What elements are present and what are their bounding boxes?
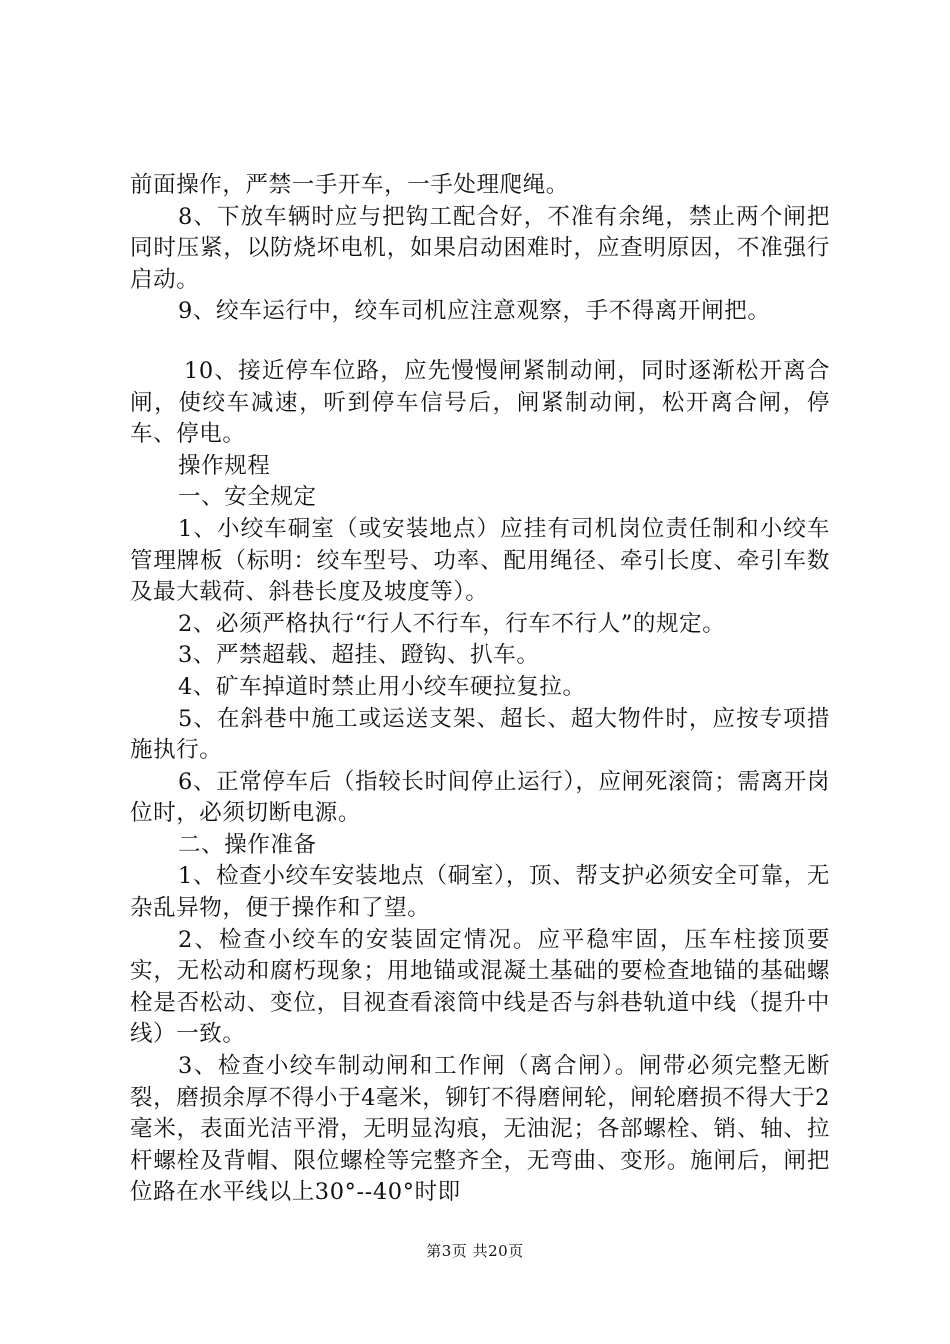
paragraph-item-9: 9、绞车运行中，绞车司机应注意观察，手不得离开闸把。: [178, 298, 771, 325]
paragraph-continuation: 前面操作，严禁一手开车，一手处理爬绳。: [130, 172, 569, 198]
safety-item-5: 5、在斜巷中施工或运送支架、超长、超大物件时，应按专项措施执行。: [130, 705, 830, 764]
document-body: [130, 170, 830, 1209]
safety-item-4: 4、矿车掉道时禁止用小绞车硬拉复拉。: [178, 673, 586, 700]
paragraph-item-10: 10、接近停车位路，应先慢慢闸紧制动闸，同时逐渐松开离合闸，使绞车减速，听到停车信号后，闸紧制动闸，松开离合闸，停车、停电。: [130, 357, 830, 448]
safety-item-6: 6、正常停车后（指较长时间停止运行），应闸死滚筒；需离开岗位时，必须切断电源。: [130, 768, 830, 827]
section-heading-safety: 一、安全规定: [178, 484, 317, 511]
page-number-footer: 第3页 共20页: [426, 1242, 524, 1260]
preparation-item-3: 3、检查小绞车制动闸和工作闸（离合闸）。闸带必须完整无断裂，磨损余厚不得小于4毫米，铆钉不得磨闸轮，闸轮磨损不得大于2毫米，表面光洁平滑，无明显沟痕，无油泥；各部螺栓、销、轴、拉杆螺栓及背帽、限位螺栓等完整齐全，无弯曲、变形。施闸后，闸把位路在水平线以上30°--40°时即: [130, 1053, 830, 1206]
preparation-item-2: 2、检查小绞车的安装固定情况。应平稳牢固，压车柱接顶要实，无松动和腐朽现象；用地锚或混凝土基础的要检查地锚的基础螺栓是否松动、变位，目视查看滚筒中线是否与斜巷轨道中线（提升中线）一致。: [130, 926, 830, 1048]
paragraph-item-8: 8、下放车辆时应与把钩工配合好，不准有余绳，禁止两个闸把同时压紧，以防烧坏电机，如果启动困难时，应查明原因，不准强行启动。: [130, 203, 830, 293]
section-heading-procedures: 操作规程: [178, 452, 271, 479]
paragraph-gap: [130, 328, 830, 356]
safety-item-3: 3、严禁超载、超挂、蹬钩、扒车。: [178, 642, 540, 669]
safety-item-2: 2、必须严格执行“行人不行车，行车不行人”的规定。: [178, 610, 726, 637]
section-heading-preparation: 二、操作准备: [178, 831, 317, 858]
safety-item-1: 1、小绞车硐室（或安装地点）应挂有司机岗位责任制和小绞车管理牌板（标明：绞车型号、功率、配用绳径、牵引长度、牵引车数及最大载荷、斜巷长度及坡度等）。: [130, 515, 830, 606]
preparation-item-1: 1、检查小绞车安装地点（硐室），顶、帮支护必须安全可靠，无杂乱异物，便于操作和了望。: [130, 863, 830, 922]
